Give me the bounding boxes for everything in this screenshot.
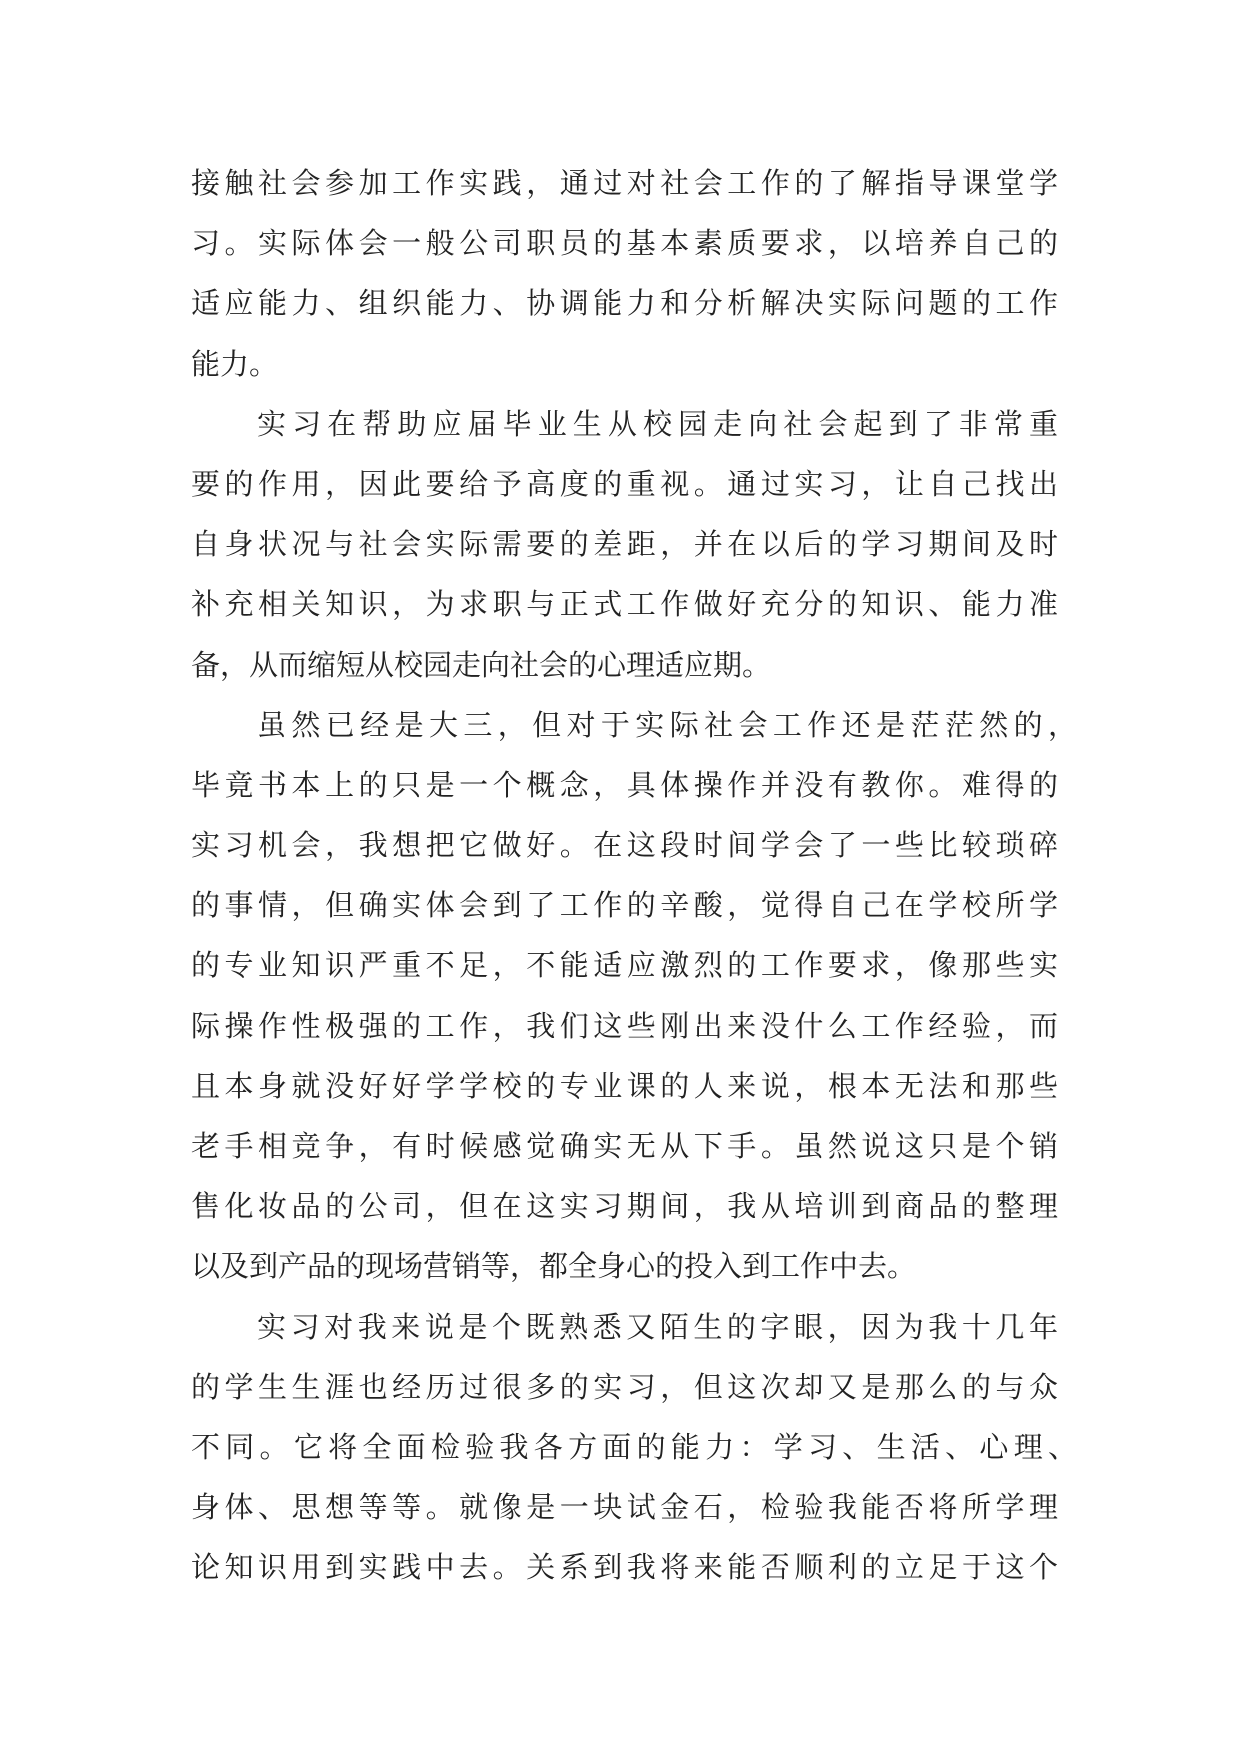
text-line: 不同。它将全面检验我各方面的能力：学习、生活、心理、 [191,1429,1077,1464]
text-line: 适应能力、组织能力、协调能力和分析解决实际问题的工作 [191,286,1058,321]
text-line: 老手相竞争，有时候感觉确实无从下手。虽然说这只是个销 [191,1129,1058,1163]
text-line: 且本身就没好好学学校的专业课的人来说，根本无法和那些 [191,1068,1058,1103]
paragraph [191,695,1081,1297]
paragraph [191,153,1081,394]
text-line: 论知识用到实践中去。关系到我将来能否顺利的立足于这个 [191,1550,1058,1585]
text-line: 身体、思想等等。就像是一块试金石，检验我能否将所学理 [191,1490,1058,1525]
text-line: 毕竟书本上的只是一个概念，具体操作并没有教你。难得的 [191,767,1058,802]
paragraph [191,1297,1081,1598]
text-line: 补充相关知识，为求职与正式工作做好充分的知识、能力准 [191,587,1058,622]
text-line: 能力。 [191,346,279,381]
text-line: 备，从而缩短从校园走向社会的心理适应期。 [191,647,772,682]
text-line: 售化妆品的公司，但在这实习期间，我从培训到商品的整理 [191,1189,1058,1224]
text-line: 以及到产品的现场营销等，都全身心的投入到工作中去。 [191,1249,917,1284]
text-line: 习。实际体会一般公司职员的基本素质要求，以培养自己的 [191,226,1058,261]
text-line: 实习在帮助应届毕业生从校园走向社会起到了非常重 [257,406,1058,441]
paragraph [191,394,1081,695]
text-line: 的专业知识严重不足，不能适应激烈的工作要求，像那些实 [191,948,1058,983]
text-line: 实习对我来说是个既熟悉又陌生的字眼，因为我十几年 [257,1309,1058,1344]
text-line: 自身状况与社会实际需要的差距，并在以后的学习期间及时 [191,527,1058,562]
text-line: 的学生生涯也经历过很多的实习，但这次却又是那么的与众 [191,1369,1058,1404]
text-line: 的事情，但确实体会到了工作的辛酸，觉得自己在学校所学 [191,888,1058,923]
text-line: 际操作性极强的工作，我们这些刚出来没什么工作经验，而 [191,1008,1058,1043]
document-body [191,153,1081,1598]
text-line: 实习机会，我想把它做好。在这段时间学会了一些比较琐碎 [191,828,1058,863]
text-line: 虽然已经是大三，但对于实际社会工作还是茫茫然的， [257,707,1077,742]
text-line: 要的作用，因此要给予高度的重视。通过实习，让自己找出 [191,466,1058,501]
text-line: 接触社会参加工作实践，通过对社会工作的了解指导课堂学 [191,166,1058,200]
